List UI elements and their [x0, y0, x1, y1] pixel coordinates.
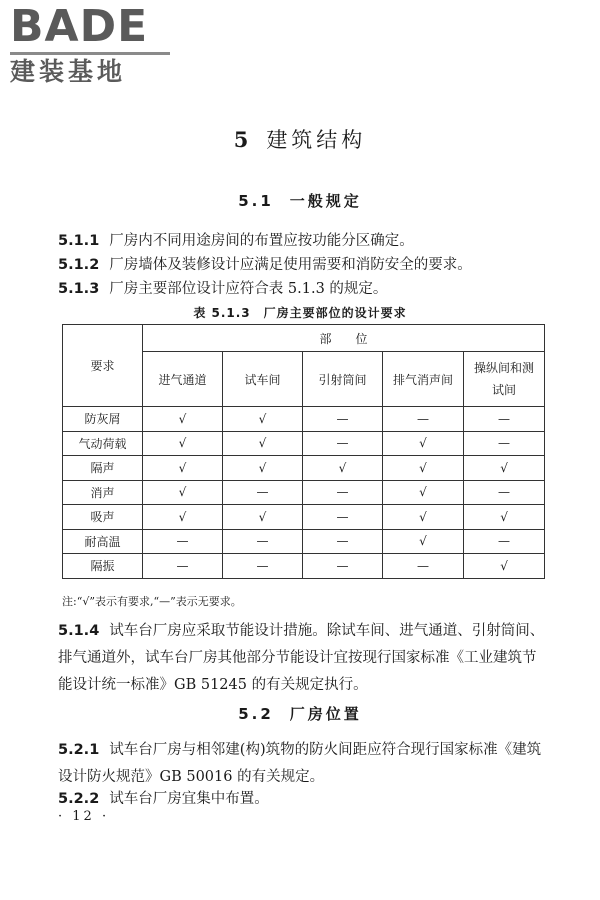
- clause-5-1-3: [58, 276, 548, 303]
- column-header: 排气消声间: [383, 352, 464, 407]
- table-cell: —: [303, 480, 383, 505]
- logo-wordmark: BADE: [10, 1, 149, 52]
- table-cell: —: [303, 505, 383, 530]
- header-location: 部 位: [143, 325, 545, 352]
- table-cell: √: [383, 505, 464, 530]
- column-header: 引射筒间: [303, 352, 383, 407]
- clause-text: 试车台厂房宜集中布置。: [109, 791, 269, 807]
- chapter-number: 5: [233, 127, 253, 152]
- clause-number: 5.2.2: [58, 791, 100, 807]
- table-cell: —: [223, 480, 303, 505]
- table-cell: —: [464, 480, 545, 505]
- table-cell: —: [303, 529, 383, 554]
- table-cell: —: [143, 529, 223, 554]
- clause-5-1-4: [58, 618, 548, 699]
- section-title: 厂房位置: [289, 705, 362, 723]
- section-heading-5-2: [0, 703, 600, 724]
- table-cell: —: [464, 529, 545, 554]
- table-cell: √: [143, 505, 223, 530]
- table-cell: √: [383, 480, 464, 505]
- row-label: 耐高温: [63, 529, 143, 554]
- table-cell: —: [303, 554, 383, 579]
- table-cell: —: [143, 554, 223, 579]
- clause-text: 厂房墙体及装修设计应满足使用需要和消防安全的要求。: [109, 257, 472, 273]
- table-cell: —: [383, 407, 464, 432]
- clause-text: 试车台厂房与相邻建(构)筑物的防火间距应符合现行国家标准《建筑设计防火规范》GB 50016 的有关规定。: [58, 742, 542, 785]
- table-cell: —: [303, 431, 383, 456]
- chapter-heading: [0, 124, 600, 154]
- clause-text: 厂房主要部位设计应符合表 5.1.3 的规定。: [109, 281, 388, 297]
- table-cell: √: [223, 407, 303, 432]
- table-cell: √: [383, 456, 464, 481]
- clause-text: 厂房内不同用途房间的布置应按功能分区确定。: [109, 233, 414, 249]
- table-note: 注:“√”表示有要求,“—”表示无要求。: [62, 595, 242, 608]
- bade-logo: [10, 1, 180, 86]
- clause-5-2-1: [58, 737, 548, 791]
- clause-number: 5.1.3: [58, 281, 100, 297]
- clause-number: 5.2.1: [58, 742, 100, 758]
- clause-number: 5.1.1: [58, 233, 100, 249]
- header-requirement: 要求: [63, 325, 143, 407]
- logo-rule: [10, 52, 170, 55]
- column-header: 试车间: [223, 352, 303, 407]
- table-cell: √: [464, 505, 545, 530]
- clause-number: 5.1.4: [58, 623, 100, 639]
- table-cell: √: [303, 456, 383, 481]
- row-label: 气动荷载: [63, 431, 143, 456]
- clause-5-1-1: [58, 228, 548, 255]
- clause-number: 5.1.2: [58, 257, 100, 273]
- logo-subtitle: 建装基地: [10, 57, 127, 86]
- column-header: 进气通道: [143, 352, 223, 407]
- table-cell: —: [464, 431, 545, 456]
- requirements-table: [62, 324, 545, 579]
- row-label: 隔振: [63, 554, 143, 579]
- table-cell: √: [223, 505, 303, 530]
- table-row: [63, 407, 545, 432]
- column-header: 操纵间和测试间: [464, 352, 545, 407]
- table-row: [63, 529, 545, 554]
- section-number: 5.1: [238, 192, 274, 210]
- table-caption: 表 5.1.3 厂房主要部位的设计要求: [193, 306, 407, 320]
- table-cell: √: [223, 456, 303, 481]
- table-cell: —: [464, 407, 545, 432]
- table-cell: √: [223, 431, 303, 456]
- row-label: 防灰屑: [63, 407, 143, 432]
- row-label: 吸声: [63, 505, 143, 530]
- table-row: [63, 505, 545, 530]
- clause-5-2-2: [58, 786, 548, 813]
- clause-5-1-2: [58, 252, 548, 279]
- section-heading-5-1: [0, 190, 600, 211]
- row-label: 消声: [63, 480, 143, 505]
- table-cell: √: [464, 456, 545, 481]
- table-cell: √: [143, 407, 223, 432]
- table-row: [63, 456, 545, 481]
- table-row: [63, 431, 545, 456]
- section-title: 一般规定: [289, 192, 362, 210]
- table-cell: √: [143, 456, 223, 481]
- page-number: · 12 ·: [58, 809, 110, 824]
- table-cell: √: [383, 529, 464, 554]
- table-cell: √: [143, 480, 223, 505]
- clause-text: 试车台厂房应采取节能设计措施。除试车间、进气通道、引射筒间、排气通道外，试车台厂房其他部分节能设计宜按现行国家标准《工业建筑节能设计统一标准》GB 51245 的有关规定执行。: [58, 623, 545, 693]
- table-cell: —: [303, 407, 383, 432]
- table-cell: √: [383, 431, 464, 456]
- table-cell: —: [383, 554, 464, 579]
- row-label: 隔声: [63, 456, 143, 481]
- table-cell: √: [143, 431, 223, 456]
- table-row: [63, 480, 545, 505]
- table-row: [63, 554, 545, 579]
- chapter-title: 建筑结构: [266, 128, 367, 152]
- section-number: 5.2: [238, 705, 274, 723]
- table-cell: —: [223, 554, 303, 579]
- table-cell: —: [223, 529, 303, 554]
- table-cell: √: [464, 554, 545, 579]
